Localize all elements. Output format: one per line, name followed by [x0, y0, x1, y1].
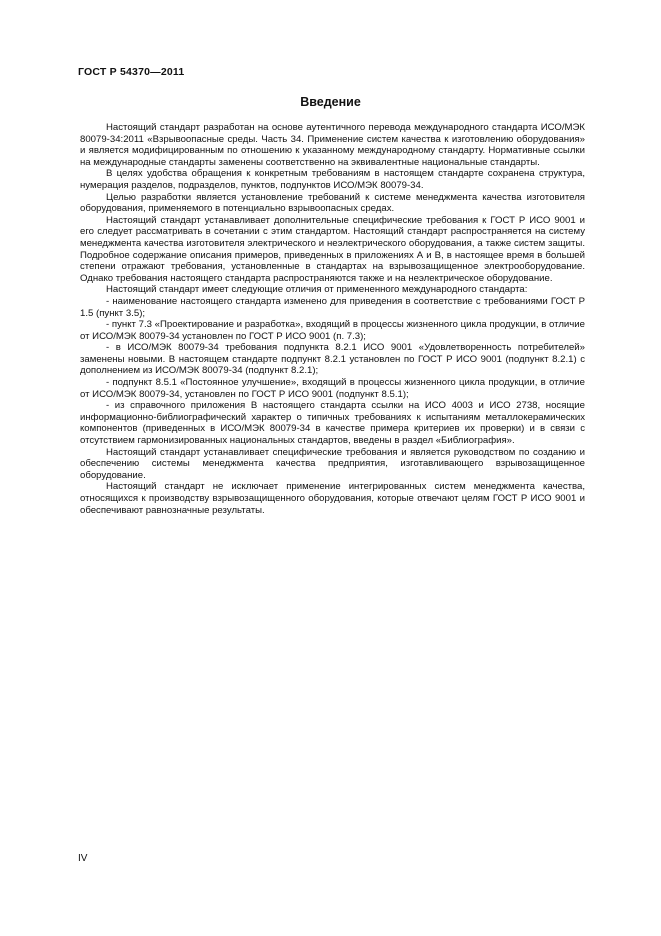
list-item: - подпункт 8.5.1 «Постоянное улучшение», входящий в процессы жизненного цикла продукции, в отличие от ИСО/МЭК 80079-34, установлен по ГОСТ Р ИСО 9001 (подпункт 8.5.1);: [80, 377, 585, 400]
paragraph: Настоящий стандарт устанавливает дополнительные специфические требования к ГОСТ Р ИСО 9001 и его следует рассматривать в сочетании с этим стандартом. Настоящий стандарт распространяется на систему менеджмента качества изготовителя электрического и неэлектрического оборудования, а также систем защиты. Подробное содержание описания примеров, приведенных в приложениях А и В, в настоящее время в большей степени отражают требования, установленные в стандартах на взрывозащищенное электрооборудование. Однако требования настоящего стандарта распространяются также и на неэлектрическое оборудование.: [80, 214, 585, 284]
paragraph: В целях удобства обращения к конкретным требованиям в настоящем стандарте сохранена структура, нумерация разделов, подразделов, пунктов, подпунктов ИСО/МЭК 80079-34.: [80, 168, 585, 191]
paragraph: Настоящий стандарт имеет следующие отличия от примененного международного стандарта:: [106, 284, 528, 296]
list-item: - из справочного приложения В настоящего стандарта ссылки на ИСО 4003 и ИСО 2738, носящие информационно-библиографический характер о типичных требованиях к испытаниям металлокерамических компонентов (приведенных в ИСО/МЭК 80079-34 в качестве примера критериев их проверки) и в связи с отсутствием гармонизированных национальных стандартов, введены в раздел «Библиография».: [80, 400, 585, 447]
document-body: [80, 122, 585, 516]
list-item: - в ИСО/МЭК 80079-34 требования подпункта 8.2.1 ИСО 9001 «Удовлетворенность потребителей» заменены новыми. В настоящем стандарте подпункт 8.2.1 установлен по ГОСТ Р ИСО 9001 (подпункт 8.2.1) с дополнением из ИСО/МЭК 80079-34 (подпункт 8.2.1);: [80, 342, 585, 377]
paragraph: Настоящий стандарт разработан на основе аутентичного перевода международного стандарта ИСО/МЭК 80079-34:2011 «Взрывоопасные среды. Часть 34. Применение систем качества к изготовлению оборудования» и является модифицированным по отношению к указанному международному стандарту. Нормативные ссылки на международные стандарты заменены соответственно на эквивалентные национальные стандарты.: [80, 122, 585, 168]
page-number: IV: [78, 853, 88, 864]
paragraph: Целью разработки является установление требований к системе менеджмента качества изготовителя оборудования, применяемого в потенциально взрывоопасных средах.: [80, 191, 585, 215]
list-item: - наименование настоящего стандарта изменено для приведения в соответствие с требованиями ГОСТ Р 1.5 (пункт 3.5);: [80, 295, 585, 319]
paragraph: Настоящий стандарт не исключает применение интегрированных систем менеджмента качества, относящихся к производству взрывозащищенного оборудования, которые отвечают целям ГОСТ Р ИСО 9001 и обеспечивают равнозначные результаты.: [80, 481, 585, 516]
paragraph: Настоящий стандарт устанавливает специфические требования и является руководством по созданию и обеспечению системы менеджмента качества предприятия, изготавливающего взрывозащищенное оборудование.: [80, 446, 585, 481]
section-title: Введение: [300, 95, 361, 109]
document-id-header: ГОСТ Р 54370—2011: [78, 66, 185, 78]
list-item: - пункт 7.3 «Проектирование и разработка», входящий в процессы жизненного цикла продукции, в отличие от ИСО/МЭК 80079-34 установлен по ГОСТ Р ИСО 9001 (п. 7.3);: [80, 319, 585, 342]
